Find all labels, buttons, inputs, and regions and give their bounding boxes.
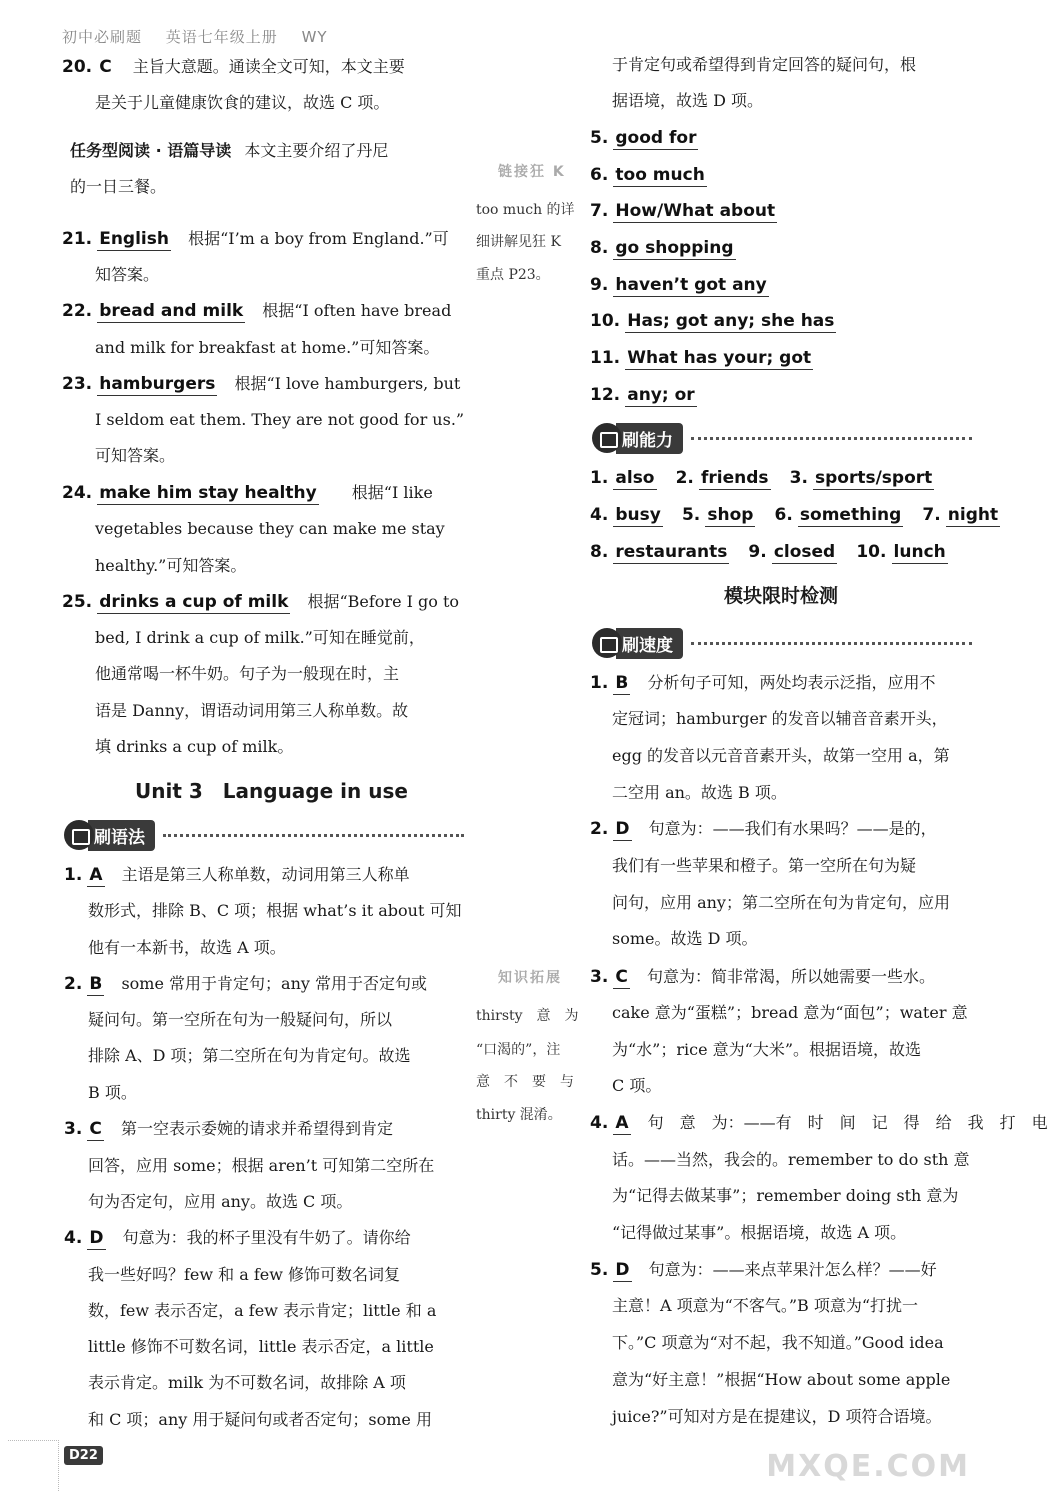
module-title: 模块限时检测 [724, 585, 839, 607]
q22: 22. bread and milk 根据“I often have bread [62, 301, 452, 321]
q23: 23. hamburgers 根据“I love hamburgers, but [62, 374, 461, 394]
ability-row-2: 4. busy 5. shop 6. something 7. night [590, 505, 999, 525]
sidenote-link: 链接狂 K [498, 164, 566, 180]
q20-answer: C [99, 57, 112, 77]
a9: 9. haven’t got any [590, 275, 767, 295]
a8: 8. go shopping [590, 238, 734, 258]
q22-answer: bread and milk [99, 301, 244, 321]
s1: 1. B 分析句子可知，两处均表示泛指，应用不 [590, 673, 936, 693]
page-header [62, 26, 346, 47]
ability-row-1: 1. also 2. friends 3. sports/sport [590, 468, 933, 488]
header-edition: WY [301, 28, 328, 46]
g4: 4. D 句意为：我的杯子里没有牛奶了。请你给 [64, 1228, 411, 1248]
g1-answer: A [89, 865, 103, 885]
book-icon [592, 423, 622, 453]
g1: 1. A 主语是第三人称单数，动词用第三人称单 [64, 865, 410, 885]
a11: 11. What has your; got [590, 348, 812, 368]
q25-answer: drinks a cup of milk [99, 592, 289, 612]
q24: 24. make him stay healthy 根据“I like [62, 483, 433, 503]
header-series: 初中必刷题 [62, 28, 143, 46]
section-speed: 刷速度 [592, 626, 972, 660]
section-grammar: 刷语法 [64, 818, 464, 852]
s5: 5. D 句意为：——来点苹果汁怎么样？——好 [590, 1260, 937, 1280]
s4: 4. A 句 意 为：——有 时 间 记 得 给 我 打 电 [590, 1113, 1048, 1133]
q25: 25. drinks a cup of milk 根据“Before I go to [62, 592, 460, 612]
a6: 6. too much [590, 165, 705, 185]
a5: 5. good for [590, 128, 697, 148]
book-icon [592, 628, 622, 658]
corner-decoration [8, 1440, 59, 1491]
a12: 12. any; or [590, 385, 695, 405]
q20-line1: 20. C 主旨大意题。通读全文可知，本文主要 [62, 57, 405, 77]
s3: 3. C 句意为：简非常渴，所以她需要一些水。 [590, 967, 935, 987]
a7: 7. How/What about [590, 201, 776, 221]
g3: 3. C 第一空表示委婉的请求并希望得到肯定 [64, 1119, 393, 1139]
header-book: 英语七年级上册 [165, 28, 278, 46]
q23-answer: hamburgers [99, 374, 216, 394]
ability-row-3: 8. restaurants 9. closed 10. lunch [590, 542, 946, 562]
a10: 10. Has; got any; she has [590, 311, 835, 331]
sidenote-knowledge: 知识拓展 [498, 970, 562, 986]
watermark: MXQE.COM [766, 1449, 970, 1484]
g3-answer: C [89, 1119, 102, 1139]
q24-answer: make him stay healthy [99, 483, 317, 503]
book-icon [64, 820, 94, 850]
page-number: D22 [64, 1446, 103, 1465]
g2: 2. B some 常用于肯定句；any 常用于否定句或 [64, 974, 427, 994]
s2: 2. D 句意为：——我们有水果吗？——是的， [590, 819, 937, 839]
g2-answer: B [89, 974, 103, 994]
section-ability: 刷能力 [592, 421, 972, 455]
q21: 21. English 根据“I’m a boy from England.”可 [62, 229, 449, 249]
q21-answer: English [99, 229, 169, 249]
g4-answer: D [89, 1228, 104, 1248]
unit-title: Unit 3 Language in use [135, 779, 408, 803]
task-reading-intro: 任务型阅读 · 语篇导读 本文主要介绍了丹尼 [70, 141, 389, 160]
